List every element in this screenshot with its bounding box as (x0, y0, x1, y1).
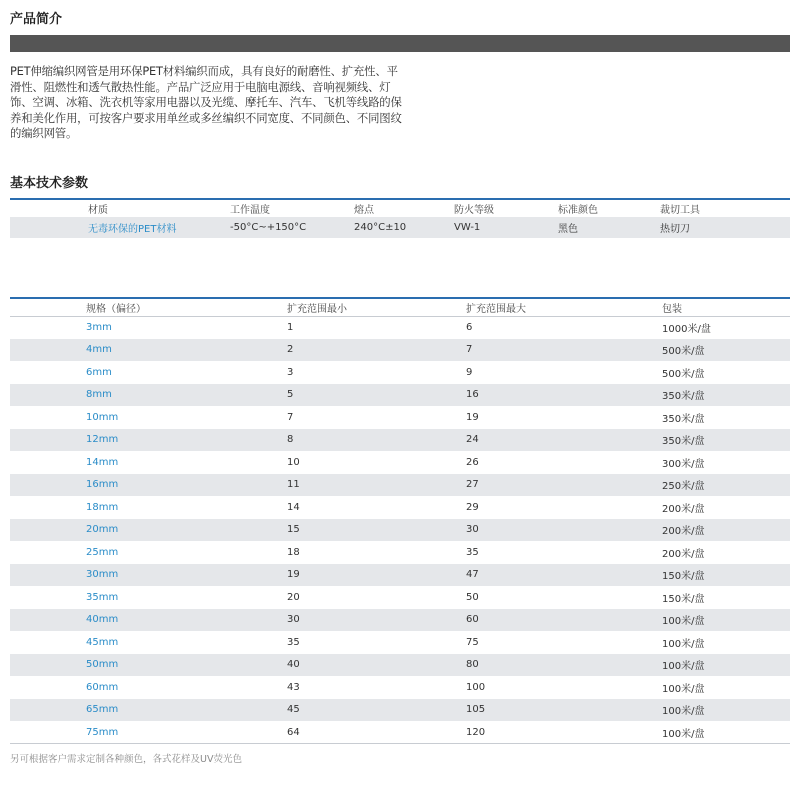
table-cell: 35 (287, 636, 300, 648)
table-cell: 8 (287, 434, 294, 446)
table-cell: 25mm (86, 546, 119, 558)
table-cell: 500米/盘 (662, 368, 705, 380)
table-cell (10, 541, 86, 564)
table-cell: 350米/盘 (662, 391, 705, 403)
table-cell: 250米/盘 (662, 481, 705, 493)
table-row (10, 676, 790, 699)
table-cell: 43 (287, 681, 300, 693)
table-cell (10, 631, 86, 654)
tech-params-title: 基本技术参数 (10, 176, 89, 191)
table-cell: 150米/盘 (662, 593, 705, 605)
table-row (10, 564, 790, 587)
table-cell (10, 384, 86, 407)
product-intro-paragraph: PET伸缩编织网管是用环保PET材料编织而成，具有良好的耐磨性、扩充性、平滑性、阻燃性和透气散热性能。产品广泛应用于电脑电源线、音响视频线、灯饰、空调、冰箱、洗衣机等家用电器以及光缆、摩托车、汽车、飞机等线路的保养和美化作用，可按客户要求用单丝或多丝编织不同宽度、不同颜色、不同图纹的编织网管。 (10, 64, 402, 140)
table-cell: 150米/盘 (662, 571, 705, 583)
table-cell: 45 (287, 704, 300, 716)
table-cell: 18 (287, 546, 300, 558)
size-spec-table (10, 297, 790, 744)
table-cell: 500米/盘 (662, 346, 705, 358)
table-cell: 240°C±10 (354, 222, 407, 233)
table-cell (10, 339, 86, 362)
header-cell: 防火等级 (454, 205, 494, 216)
table-cell: VW-1 (454, 222, 481, 233)
table-cell: 5 (287, 389, 294, 401)
table-cell (10, 361, 86, 384)
table-cell: 4mm (86, 344, 112, 356)
table-cell: -50°C~+150°C (230, 222, 307, 233)
table-cell: 60 (466, 614, 479, 626)
table-cell: 20 (287, 591, 300, 603)
table-cell (10, 217, 88, 238)
table-cell: 6mm (86, 366, 112, 378)
header-cell (10, 199, 88, 217)
header-cell: 扩充范围最小 (287, 303, 347, 315)
table-cell: 200米/盘 (662, 526, 705, 538)
table-row (10, 541, 790, 564)
table-cell: 40 (287, 659, 300, 671)
table-cell: 16 (466, 389, 479, 401)
table-cell (10, 519, 86, 542)
table-cell: 30 (287, 614, 300, 626)
table-row (10, 721, 790, 744)
table-cell: 26 (466, 456, 479, 468)
table-cell: 3 (287, 366, 294, 378)
table-row (10, 361, 790, 384)
table-cell (10, 451, 86, 474)
table-cell: 24 (466, 434, 479, 446)
table-cell (10, 609, 86, 632)
table-cell: 300米/盘 (662, 458, 705, 470)
table-cell: 65mm (86, 704, 119, 716)
table-row (10, 586, 790, 609)
table-cell: 200米/盘 (662, 548, 705, 560)
table-cell: 12mm (86, 434, 119, 446)
table-cell: 30 (466, 524, 479, 536)
table-cell: 14 (287, 501, 300, 513)
table-cell: 60mm (86, 681, 119, 693)
table-cell (10, 474, 86, 497)
table-cell: 80 (466, 659, 479, 671)
table-cell: 200米/盘 (662, 503, 705, 515)
table-cell: 10mm (86, 411, 119, 423)
table-cell (10, 721, 86, 744)
table-cell: 350米/盘 (662, 436, 705, 448)
table-cell: 1000米/盘 (662, 324, 711, 335)
table-cell: 16mm (86, 479, 119, 491)
table-cell: 120 (466, 726, 486, 738)
header-cell: 标准颜色 (558, 205, 598, 216)
table-cell: 100米/盘 (662, 638, 705, 650)
table-cell: 15 (287, 524, 300, 536)
table-cell: 8mm (86, 389, 112, 401)
header-cell: 材质 (88, 205, 108, 216)
size-header-row (10, 298, 790, 316)
table-row (10, 609, 790, 632)
table-cell: 19 (466, 411, 479, 423)
table-cell: 47 (466, 569, 479, 581)
table-cell: 20mm (86, 524, 119, 536)
table-row (10, 654, 790, 677)
table-cell: 64 (287, 726, 300, 738)
table-cell: 50mm (86, 659, 119, 671)
table-cell: 11 (287, 479, 300, 491)
header-cell: 熔点 (354, 205, 374, 216)
table-row (10, 316, 790, 339)
table-cell: 75mm (86, 726, 119, 738)
header-cell: 规格（偏径） (86, 303, 146, 315)
table-row (10, 699, 790, 722)
table-cell: 热切刀 (660, 224, 690, 235)
table-cell (10, 676, 86, 699)
table-cell: 350米/盘 (662, 413, 705, 425)
table-cell (10, 316, 86, 339)
product-intro-title: 产品简介 (10, 12, 63, 27)
table-row (10, 339, 790, 362)
table-row (10, 519, 790, 542)
table-cell: 27 (466, 479, 479, 491)
table-cell: 100米/盘 (662, 728, 705, 740)
tech-params-header-row (10, 199, 790, 217)
table-row (10, 384, 790, 407)
table-cell: 6 (466, 322, 473, 333)
table-cell (10, 496, 86, 519)
header-cell: 包装 (662, 303, 682, 315)
table-cell (10, 406, 86, 429)
table-cell: 黑色 (558, 224, 578, 235)
table-cell: 35 (466, 546, 479, 558)
table-row (10, 451, 790, 474)
footnote: 另可根据客户需求定制各种颜色，各式花样及UV荧光色 (10, 754, 242, 765)
table-cell: 14mm (86, 456, 119, 468)
table-cell: 9 (466, 366, 473, 378)
table-cell: 50 (466, 591, 479, 603)
table-row (10, 406, 790, 429)
table-row (10, 631, 790, 654)
table-cell: 45mm (86, 636, 119, 648)
table-cell: 30mm (86, 569, 119, 581)
table-cell: 2 (287, 344, 294, 356)
table-cell: 19 (287, 569, 300, 581)
table-cell: 40mm (86, 614, 119, 626)
section-divider-bar (10, 35, 790, 52)
table-cell: 18mm (86, 501, 119, 513)
table-row (10, 474, 790, 497)
header-cell: 工作温度 (230, 205, 270, 216)
table-cell: 75 (466, 636, 479, 648)
table-cell: 7 (466, 344, 473, 356)
table-cell: 3mm (86, 322, 112, 333)
table-cell: 100米/盘 (662, 661, 705, 673)
table-cell: 7 (287, 411, 294, 423)
table-row (10, 429, 790, 452)
tech-params-row (10, 217, 790, 238)
table-cell: 100米/盘 (662, 683, 705, 695)
table-row (10, 496, 790, 519)
table-cell (10, 564, 86, 587)
table-cell (10, 699, 86, 722)
table-cell: 105 (466, 704, 486, 716)
table-cell (10, 429, 86, 452)
header-cell: 裁切工具 (660, 205, 700, 216)
table-cell: 100米/盘 (662, 706, 705, 718)
table-cell: 100米/盘 (662, 616, 705, 628)
table-cell: 1 (287, 322, 294, 333)
table-cell: 29 (466, 501, 479, 513)
table-cell: 10 (287, 456, 300, 468)
table-cell (10, 654, 86, 677)
table-cell: 100 (466, 681, 486, 693)
table-cell: 无毒环保的PET材料 (88, 224, 177, 235)
header-cell: 扩充范围最大 (466, 303, 526, 315)
table-cell (10, 586, 86, 609)
table-cell: 35mm (86, 591, 119, 603)
header-cell (10, 298, 86, 316)
tech-params-table (10, 198, 790, 238)
